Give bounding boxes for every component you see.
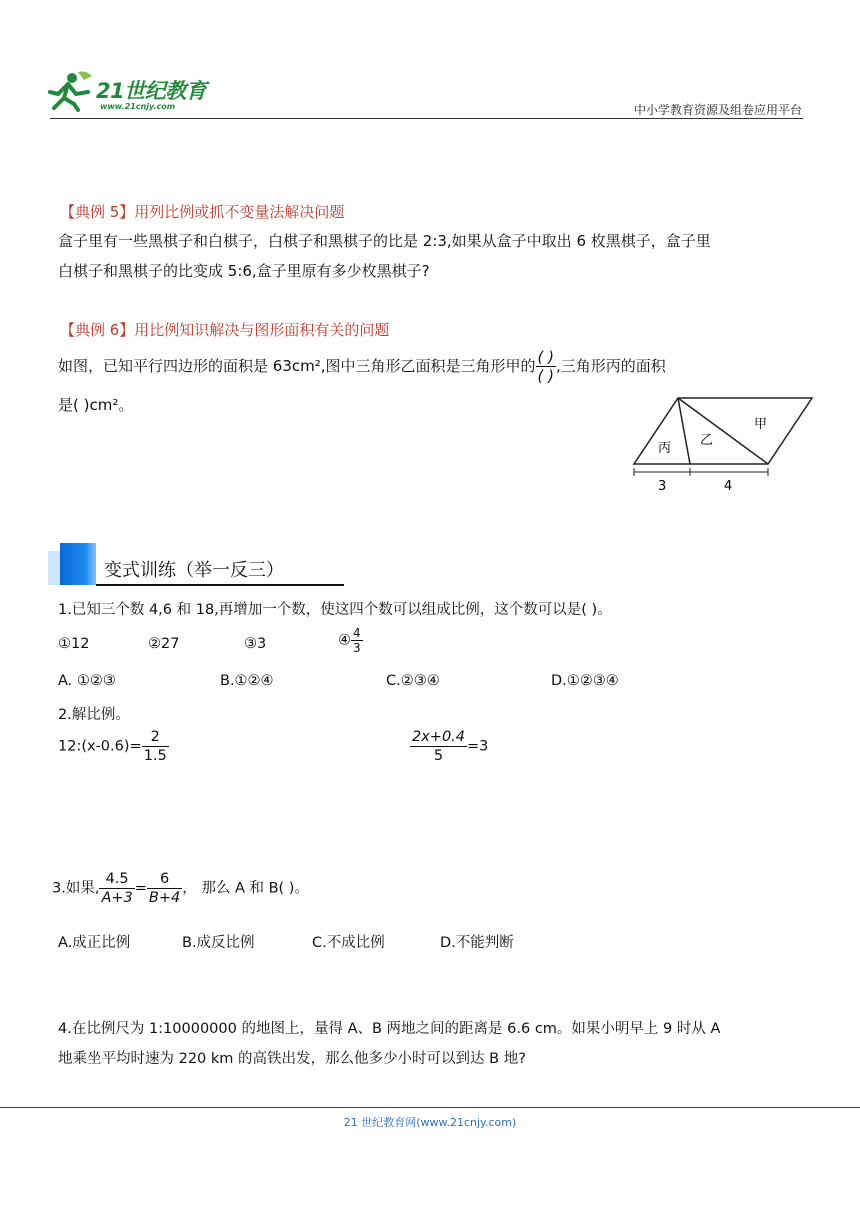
q2-stem: 2.解比例。: [58, 707, 130, 723]
footer-divider: [0, 1107, 860, 1108]
q2-eq2-num: 2x+0.4: [412, 729, 466, 745]
q4-line1: 4.在比例尺为 1:10000000 的地图上，量得 A、B 两地之间的距离是 6.6 cm。如果小明早上 9 时从 A: [58, 1021, 721, 1037]
header-divider: [50, 118, 803, 119]
q1-choice-c[interactable]: C.②③④: [386, 673, 440, 689]
q1-choice-b[interactable]: B.①②④: [220, 673, 274, 689]
blank-denominator: ( ): [537, 367, 554, 385]
example6-line1: [58, 348, 666, 385]
q2-eq1-fraction: [142, 728, 169, 765]
q1-option-4: [338, 626, 363, 655]
section-marker: [60, 543, 96, 585]
divider-line-1: [678, 398, 690, 464]
q1-stem: 1.已知三个数 4,6 和 18,再增加一个数，使这四个数可以组成比例，这个数可以是( )。: [58, 602, 612, 618]
label-jia: 甲: [754, 417, 768, 432]
q3-f1-den: A+3: [101, 890, 133, 906]
section-marker-light: [48, 551, 60, 585]
q3-fraction-2: [147, 870, 182, 907]
section-underline: [96, 584, 344, 586]
q3-prefix: 3.如果,: [52, 880, 100, 897]
dim-left-label: 3: [658, 479, 667, 494]
q2-eq2-right: =3: [467, 738, 489, 755]
q1-option-1: ①12: [58, 636, 90, 652]
section-title: 变式训练（举一反三）: [104, 560, 284, 581]
q1-option-4-prefix: ④: [338, 632, 351, 649]
q1-option-4-den: 3: [353, 641, 361, 655]
q2-eq1-den: 1.5: [143, 748, 167, 764]
q1-choice-d[interactable]: D.①②③④: [551, 673, 619, 689]
example5-line1: 盒子里有一些黑棋子和白棋子，白棋子和黑棋子的比是 2:3,如果从盒子中取出 6 枚黑棋子，盒子里: [58, 232, 711, 250]
q3-fraction-1: [99, 870, 134, 907]
logo-text: 21世纪教育: [96, 79, 207, 103]
q3-stem: [52, 870, 309, 907]
q3-f2-den: B+4: [148, 890, 181, 906]
q1-option-3: ③3: [244, 636, 267, 652]
blank-fraction[interactable]: [536, 348, 556, 385]
q2-eq1-num: 2: [142, 728, 169, 747]
example5-text: [58, 226, 711, 286]
label-yi: 乙: [700, 433, 714, 448]
example6-line2: 是( )cm²。: [58, 396, 134, 414]
example6-line1-a: 如图，已知平行四边形的面积是 63cm²,图中三角形乙面积是三角形甲的: [58, 357, 536, 375]
example6-heading: 【典例 6】用比例知识解决与图形面积有关的问题: [60, 321, 390, 339]
q3-f2-num: 6: [147, 870, 182, 889]
q2-eq2-den: 5: [433, 748, 444, 764]
q2-eq2-fraction: [410, 728, 467, 765]
q2-equation-2: [410, 728, 488, 765]
q1-choice-a[interactable]: A. ①②③: [58, 673, 116, 689]
q3-choice-a[interactable]: A.成正比例: [58, 935, 131, 951]
example5-heading: 【典例 5】用列比例或抓不变量法解决问题: [60, 203, 345, 221]
dim-right-label: 4: [724, 479, 733, 494]
q3-choice-c[interactable]: C.不成比例: [312, 935, 385, 951]
parallelogram-figure: [624, 390, 820, 496]
label-bing: 丙: [658, 441, 672, 456]
q3-choice-d[interactable]: D.不能判断: [440, 935, 514, 951]
runner-logo-icon: [48, 68, 100, 112]
q3-equals: =: [134, 880, 147, 897]
q3-f1-num: 4.5: [99, 870, 134, 889]
q4-text: [58, 1014, 720, 1074]
example6-line1-b: ,三角形丙的面积: [555, 357, 666, 375]
q3-suffix: ， 那么 A 和 B( )。: [182, 880, 309, 897]
blank-numerator: ( ): [537, 348, 554, 366]
q2-equation-1: [58, 728, 169, 765]
q1-option-2: ②27: [148, 636, 180, 652]
q3-choice-b[interactable]: B.成反比例: [182, 935, 255, 951]
q4-line2: 地乘坐平均时速为 220 km 的高铁出发，那么他多少小时可以到达 B 地?: [58, 1051, 526, 1067]
example5-line2: 白棋子和黑棋子的比变成 5:6,盒子里原有多少枚黑棋子?: [58, 262, 430, 280]
platform-title: 中小学教育资源及组卷应用平台: [633, 103, 802, 117]
q1-option-4-fraction: [351, 626, 363, 655]
logo-url: www.21cnjy.com: [100, 102, 176, 111]
footer-link[interactable]: 21 世纪教育网(www.21cnjy.com): [343, 1116, 517, 1129]
q2-eq1-left: 12:(x-0.6)=: [58, 738, 142, 755]
q1-option-4-num: 4: [353, 626, 361, 640]
